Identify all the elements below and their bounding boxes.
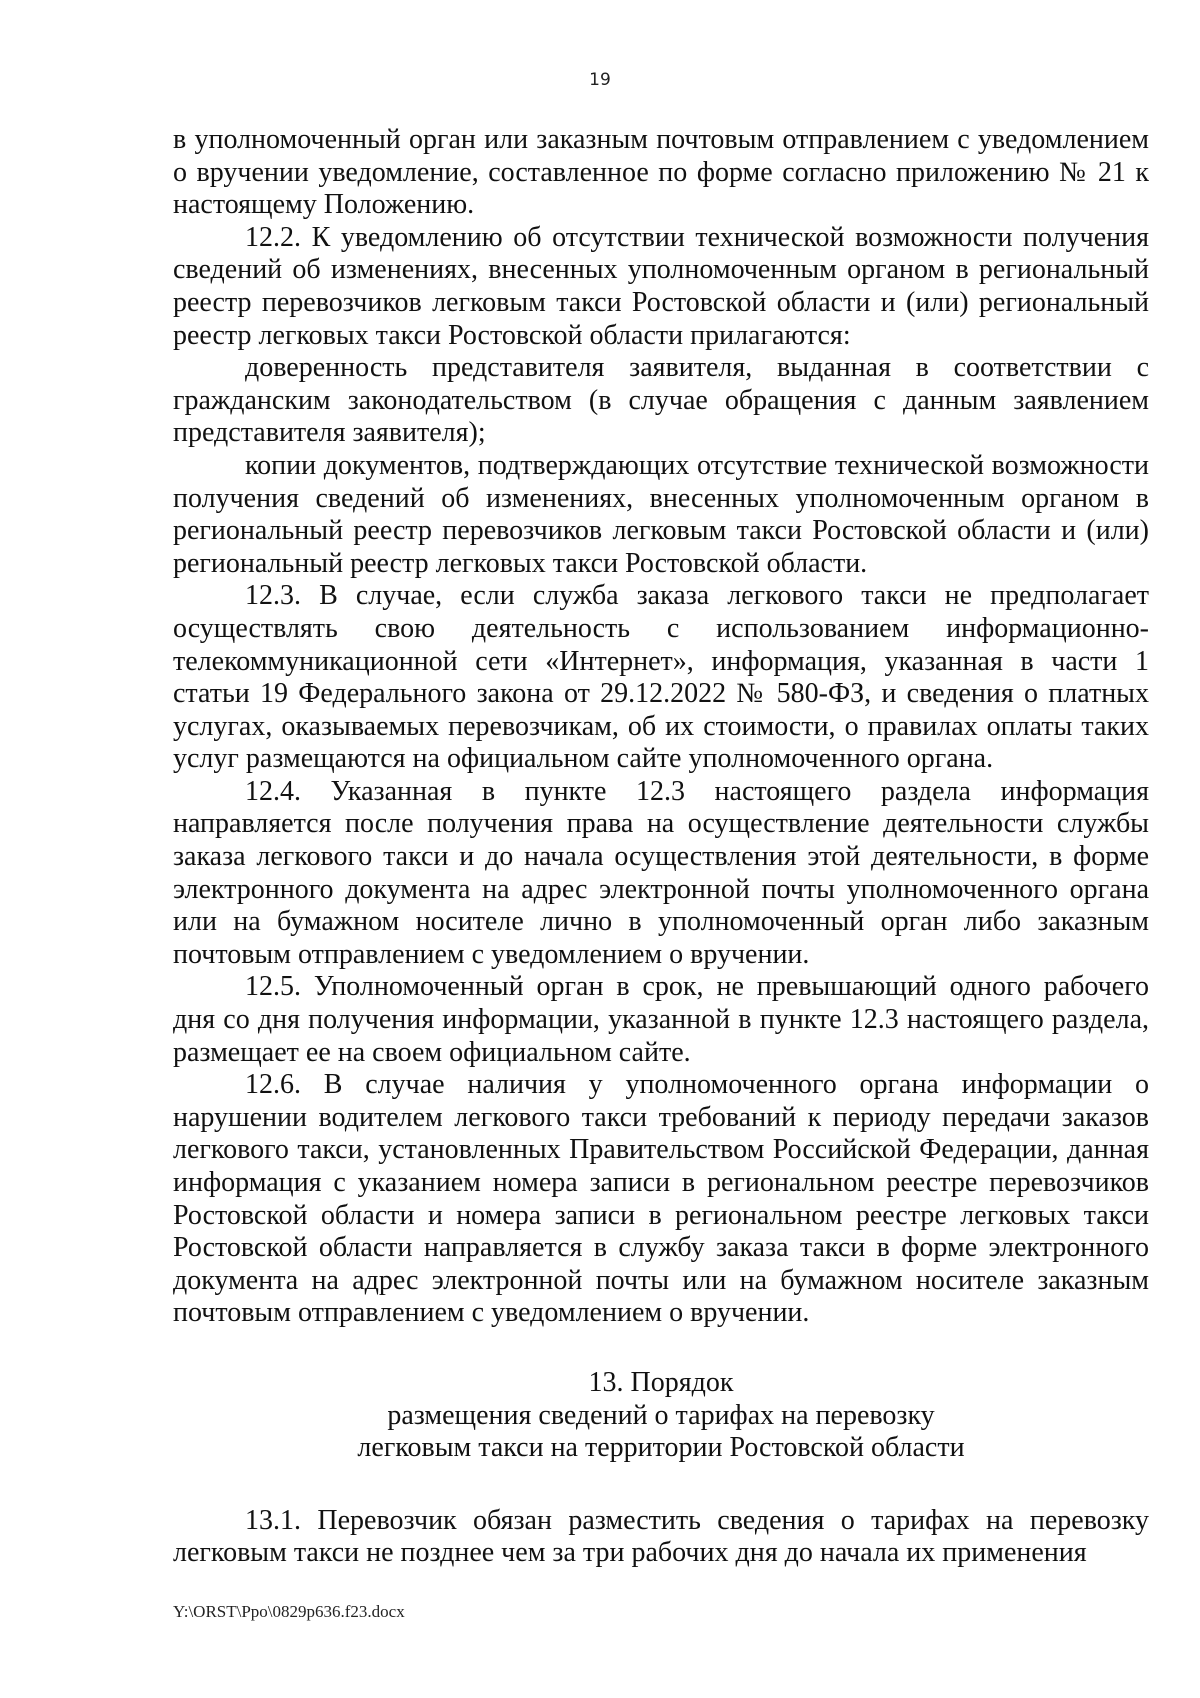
paragraph-document-copies: копии документов, подтверждающих отсутствие технической возможности получения сведений об изменениях, внесенных уполномоченным органом в региональный реестр перевозчиков легковым такси Ростовской области и (или) региональный реестр легковых такси Ростовской области.	[173, 449, 1149, 579]
page-number: 19	[589, 70, 611, 90]
paragraph-12-5: 12.5. Уполномоченный орган в срок, не превышающий одного рабочего дня со дня получения информации, указанной в пункте 12.3 настоящего раздела, размещает ее на своем официальном сайте.	[173, 971, 1149, 1068]
paragraph-13-1: 13.1. Перевозчик обязан разместить сведения о тарифах на перевозку легковым такси не позднее чем за три рабочих дня до начала их применения	[173, 1504, 1149, 1569]
paragraph-continuation: в уполномоченный орган или заказным почтовым отправлением с уведомлением о вручении уведомление, составленное по форме согласно приложению № 21 к настоящему Положению.	[173, 124, 1149, 221]
footer-file-path: Y:\ORST\Ppo\0829p636.f23.docx	[173, 1602, 405, 1621]
paragraph-12-6: 12.6. В случае наличия у уполномоченного органа информации о нарушении водителем легкового такси требований к периоду передачи заказов легкового такси, установленных Правительством Российской Федерации, данная информация с указанием номера записи в региональном реестре перевозчиков Ростовской области и номера записи в региональном реестре легковых такси Ростовской области направляется в службу заказа такси в форме электронного документа на адрес электронной почты или на бумажном носителе заказным почтовым отправлением с уведомлением о вручении.	[173, 1069, 1149, 1329]
section-13-heading	[173, 1367, 1149, 1465]
section-heading-line: 13. Порядок	[588, 1366, 734, 1398]
paragraph-12-4: 12.4. Указанная в пункте 12.3 настоящего раздела информация направляется после получения права на осуществление деятельности службы заказа легкового такси и до начала осуществления этой деятельности, в форме электронного документа на адрес электронной почты уполномоченного органа или на бумажном носителе лично в уполномоченный орган либо заказным почтовым отправлением с уведомлением о вручении.	[173, 775, 1149, 970]
section-heading-line: легковым такси на территории Ростовской области	[357, 1432, 965, 1464]
section-heading-line: размещения сведений о тарифах на перевозку	[387, 1399, 935, 1431]
paragraph-power-of-attorney: доверенность представителя заявителя, выданная в соответствии с гражданским законодательством (в случае обращения с данным заявлением представителя заявителя);	[173, 352, 1149, 449]
paragraph-12-2: 12.2. К уведомлению об отсутствии технической возможности получения сведений об изменениях, внесенных уполномоченным органом в региональный реестр перевозчиков легковым такси Ростовской области и (или) региональный реестр легковых такси Ростовской области прилагаются:	[173, 221, 1149, 351]
paragraph-12-3: 12.3. В случае, если служба заказа легкового такси не предполагает осуществлять свою деятельность с использованием информационно-телекоммуникационной сети «Интернет», информация, указанная в части 1 статьи 19 Федерального закона от 29.12.2022 № 580-ФЗ, и сведения о платных услугах, оказываемых перевозчикам, об их стоимости, о правилах оплаты таких услуг размещаются на официальном сайте уполномоченного органа.	[173, 580, 1149, 775]
document-body	[173, 124, 1149, 1570]
